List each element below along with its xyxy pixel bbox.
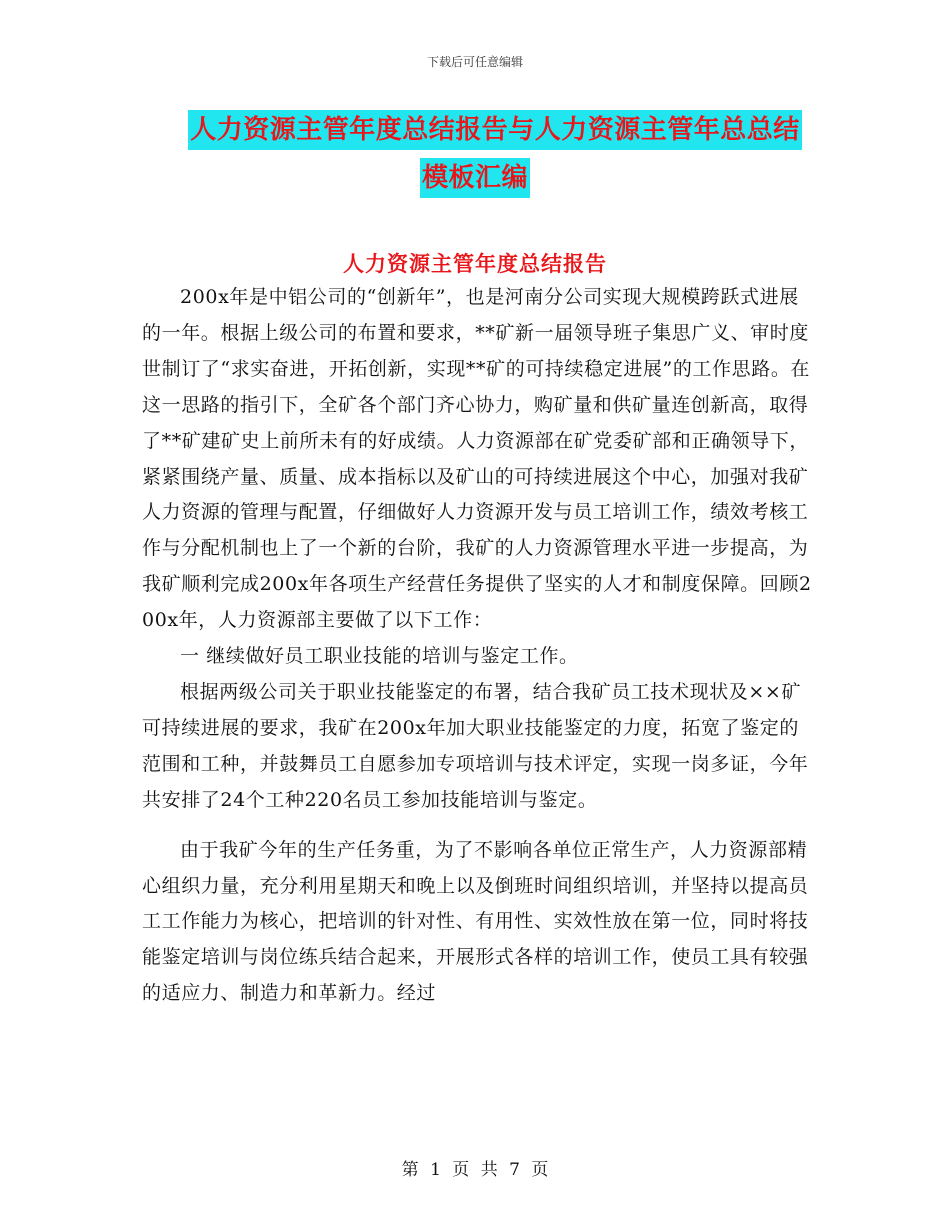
document-title: [0, 110, 950, 198]
title-line-1: 人力资源主管年度总结报告与人力资源主管年总总结: [188, 110, 802, 150]
header-note: 下载后可任意编辑: [426, 55, 523, 69]
section-heading: 人力资源主管年度总结报告: [343, 251, 607, 276]
paragraph-1: 200x年是中铝公司的“创新年”，也是河南分公司实现大规模跨跃式进展的一年。根据上级公司的布置和要求，**矿新一届领导班子集思广义、审时度世制订了“求实奋进，开拓创新，实现**矿的可持续稳定进展”的工作思路。在这一思路的指引下，全矿各个部门齐心协力，购矿量和供矿量连创新高，取得了**矿建矿史上前所未有的好成绩。人力资源部在矿党委矿部和正确领导下，紧紧围绕产量、质量、成本指标以及矿山的可持续进展这个中心，加强对我矿人力资源的管理与配置，仔细做好人力资源开发与员工培训工作，绩效考核工作与分配机制也上了一个新的台阶，我矿的人力资源管理水平进一步提高，为我矿顺利完成200x年各项生产经营任务提供了坚实的人才和制度保障。回顾200x年，人力资源部主要做了以下工作：: [142, 286, 812, 632]
body-text: [142, 266, 812, 1012]
paragraph-3: 根据两级公司关于职业技能鉴定的布署，结合我矿员工技术现状及××矿可持续进展的要求，我矿在200x年加大职业技能鉴定的力度，拓宽了鉴定的范围和工种，并鼓舞员工自愿参加专项培训与技术评定，实现一岗多证，今年共安排了24个工种220名员工参加技能培训与鉴定。: [142, 680, 809, 811]
title-line-2: 模板汇编: [420, 158, 530, 198]
paragraph-2: 一 继续做好员工职业技能的培训与鉴定工作。: [180, 645, 579, 668]
page-footer: 第 1 页 共 7 页: [401, 1160, 549, 1180]
paragraph-4: 由于我矿今年的生产任务重，为了不影响各单位正常生产，人力资源部精心组织力量，充分利用星期天和晚上以及倒班时间组织培训，并坚持以提高员工工作能力为核心，把培训的针对性、有用性、实效性放在第一位，同时将技能鉴定培训与岗位练兵结合起来，开展形式各样的培训工作，使员工具有较强的适应力、制造力和革新力。经过: [142, 838, 809, 1005]
